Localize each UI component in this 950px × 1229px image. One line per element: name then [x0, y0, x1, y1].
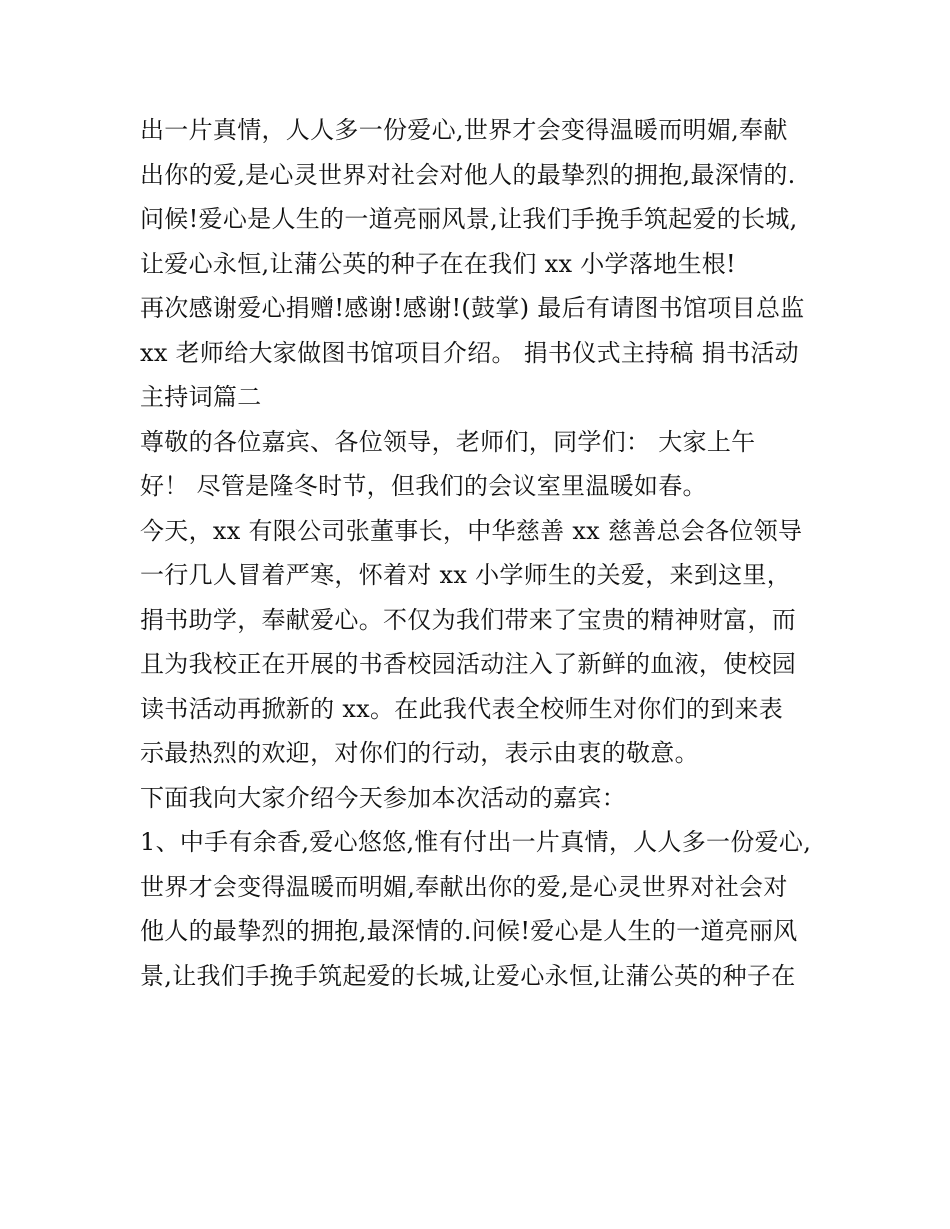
text-line: 他人的最挚烈的拥抱,最深情的.问候!爱心是人生的一道亮丽风 — [140, 917, 798, 945]
text-line: 示最热烈的欢迎，对你们的行动，表示由衷的敬意。 — [140, 739, 699, 767]
text-line: 景,让我们手挽手筑起爱的长城,让爱心永恒,让蒲公英的种子在 — [140, 961, 796, 990]
text-line: 今天，xx 有限公司张董事长，中华慈善 xx 慈善总会各位领导 — [140, 516, 803, 545]
text-line: 好！ 尽管是隆冬时节，但我们的会议室里温暖如春。 — [140, 472, 707, 500]
text-line: 一行几人冒着严寒，怀着对 xx 小学师生的关爱，来到这里， — [140, 561, 792, 589]
text-line: 且为我校正在开展的书香校园活动注入了新鲜的血液，使校园 — [140, 650, 797, 678]
text-line: 世界才会变得温暖而明媚,奉献出你的爱,是心灵世界对社会对 — [140, 872, 788, 901]
text-line: 读书活动再掀新的 xx。在此我代表全校师生对你们的到来表 — [140, 694, 784, 723]
text-line: 问候!爱心是人生的一道亮丽风景,让我们手挽手筑起爱的长城, — [140, 205, 798, 233]
text-line: 出你的爱,是心灵世界对社会对他人的最挚烈的拥抱,最深情的. — [140, 160, 796, 189]
text-line: 下面我向大家介绍今天参加本次活动的嘉宾： — [140, 783, 626, 812]
text-line: 1、中手有余香,爱心悠悠,惟有付出一片真情，人人多一份爱心, — [140, 828, 812, 856]
text-line: 捐书助学，奉献爱心。不仅为我们带来了宝贵的精神财富，而 — [140, 605, 797, 634]
text-line: 主持词篇二 — [140, 383, 262, 411]
document-body — [140, 108, 820, 998]
text-line: 再次感谢爱心捐赠!感谢!感谢!(鼓掌) 最后有请图书馆项目总监 — [140, 294, 805, 322]
text-line: xx 老师给大家做图书馆项目介绍。 捐书仪式主持稿 捐书活动 — [140, 338, 799, 367]
text-line: 出一片真情，人人多一份爱心,世界才会变得温暖而明媚,奉献 — [140, 116, 788, 144]
text-line: 尊敬的各位嘉宾、各位领导，老师们，同学们： 大家上午 — [140, 427, 756, 456]
text-line: 让爱心永恒,让蒲公英的种子在在我们 xx 小学落地生根! — [140, 249, 736, 278]
